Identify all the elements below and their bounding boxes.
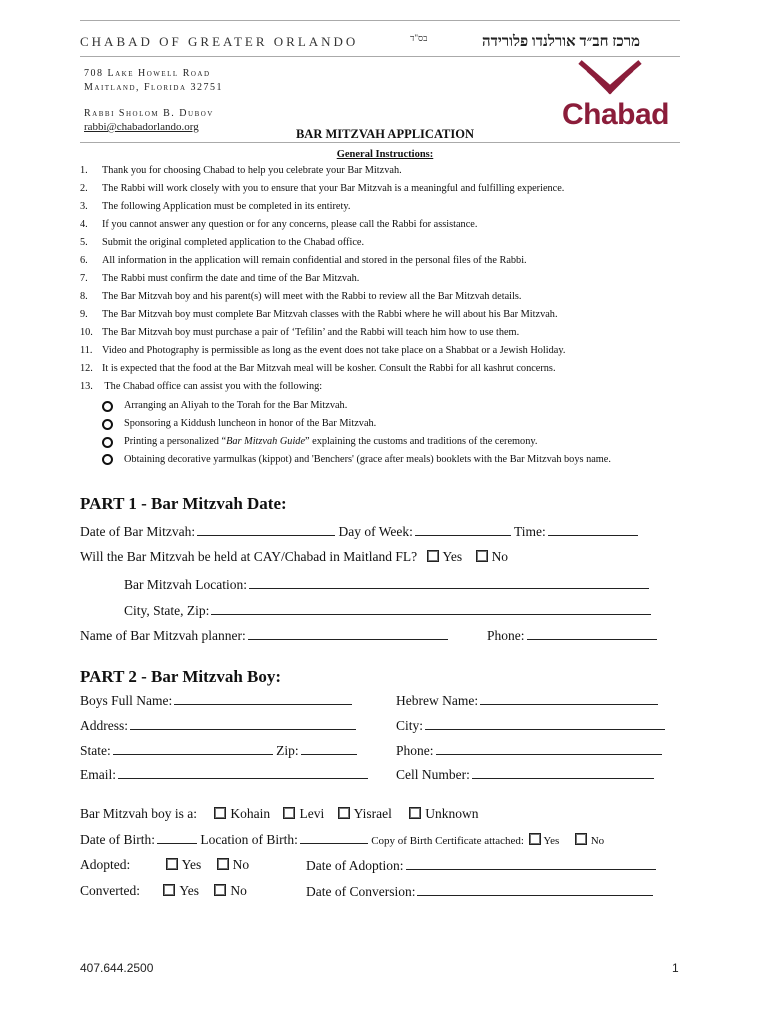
adoption-date-row: Date of Adoption: <box>306 857 656 874</box>
held-at-row: Will the Bar Mitzvah be held at CAY/Chabad in Maitland FL? Yes No <box>80 549 509 564</box>
planner-phone-field[interactable] <box>527 627 657 640</box>
list-item: Printing a personalized “Bar Mitzvah Guide” explaining the customs and traditions of the ceremony. <box>102 433 682 451</box>
full-name-row: Boys Full Name: <box>80 692 352 709</box>
chabad-logo-text: Chabad <box>562 98 670 131</box>
circle-bullet-icon <box>102 401 113 412</box>
address-line-2: Maitland, Florida 32751 <box>84 82 223 93</box>
email-row: Email: <box>80 766 368 783</box>
list-item: 7. The Rabbi must confirm the date and time of the Bar Mitzvah. <box>80 273 360 284</box>
list-item: 1. Thank you for choosing Chabad to help you celebrate your Bar Mitzvah. <box>80 165 402 176</box>
hebrew-name-field[interactable] <box>480 692 658 705</box>
list-item: 8. The Bar Mitzvah boy and his parent(s) will meet with the Rabbi to review all the Bar Mitzvah details. <box>80 291 522 302</box>
circle-bullet-icon <box>102 419 113 430</box>
list-item: 11. Video and Photography is permissible as long as the event does not take place on a Shabbat or a Jewish Holiday. <box>80 345 566 356</box>
hebrew-org-name: מרכז חב״ד אורלנדו פלורידה <box>482 34 640 50</box>
bsd-mark: בס"ד <box>410 33 428 43</box>
title-rule <box>80 142 680 143</box>
phone-field[interactable] <box>436 742 662 755</box>
instructions-list <box>80 162 680 396</box>
chabad-logo <box>562 60 674 132</box>
unknown-checkbox[interactable] <box>409 807 421 819</box>
day-of-week-field[interactable] <box>415 523 511 536</box>
planner-field[interactable] <box>248 627 448 640</box>
list-item: 4. If you cannot answer any question or for any concerns, please call the Rabbi for assistance. <box>80 219 478 230</box>
city-row: City: <box>396 717 665 734</box>
date-field[interactable] <box>197 523 335 536</box>
state-field[interactable] <box>113 742 273 755</box>
lineage-row: Bar Mitzvah boy is a: Kohain Levi Yisrael Unknown <box>80 806 479 821</box>
zip-field[interactable] <box>301 742 357 755</box>
list-item: 13. The Chabad office can assist you with the following: <box>80 381 323 392</box>
part1-heading: PART 1 - Bar Mitzvah Date: <box>80 494 287 513</box>
address-row: Address: <box>80 717 356 734</box>
assistance-list <box>102 397 682 466</box>
list-item: 12. It is expected that the food at the Bar Mitzvah meal will be kosher. Consult the Rabbi for all kashrut concerns. <box>80 363 556 374</box>
yisrael-checkbox[interactable] <box>338 807 350 819</box>
list-item: Obtaining decorative yarmulkas (kippot) and 'Benchers' (grace after meals) booklets with the Bar Mitzvah boys name. <box>102 451 682 466</box>
list-item: Sponsoring a Kiddush luncheon in honor of the Bar Mitzvah. <box>102 415 682 433</box>
birth-row: Date of Birth: Location of Birth: Copy of Birth Certificate attached: Yes No <box>80 832 605 847</box>
list-item: Arranging an Aliyah to the Torah for the Bar Mitzvah. <box>102 397 682 415</box>
part2-heading: PART 2 - Bar Mitzvah Boy: <box>80 667 282 686</box>
general-instructions-heading: General Instructions: <box>336 149 434 160</box>
cert-no-checkbox[interactable] <box>575 833 587 845</box>
dob-field[interactable] <box>157 831 197 844</box>
state-zip-row: State: Zip: <box>80 742 357 759</box>
cert-yes-checkbox[interactable] <box>529 833 541 845</box>
address-line-1: 708 Lake Howell Road <box>84 68 211 79</box>
converted-no-checkbox[interactable] <box>214 884 226 896</box>
header-rule <box>80 56 680 57</box>
held-no-checkbox[interactable] <box>476 550 488 562</box>
city-state-zip-row: City, State, Zip: <box>124 602 651 619</box>
converted-yes-checkbox[interactable] <box>163 884 175 896</box>
page-number: 1 <box>672 961 679 975</box>
list-item: 5. Submit the original completed application to the Chabad office. <box>80 237 365 248</box>
list-item: 10. The Bar Mitzvah boy must purchase a pair of ‘Tefilin’ and the Rabbi will teach him how to use them. <box>80 327 520 338</box>
pob-field[interactable] <box>300 831 368 844</box>
time-field[interactable] <box>548 523 638 536</box>
page-title: BAR MITZVAH APPLICATION <box>295 127 475 141</box>
location-field[interactable] <box>249 576 649 589</box>
adopted-no-checkbox[interactable] <box>217 858 229 870</box>
conversion-date-field[interactable] <box>417 883 653 896</box>
held-yes-checkbox[interactable] <box>427 550 439 562</box>
adopted-yes-checkbox[interactable] <box>166 858 178 870</box>
kohain-checkbox[interactable] <box>214 807 226 819</box>
email-link[interactable]: rabbi@chabadorlando.org <box>84 121 199 133</box>
converted-row: Converted: Yes No <box>80 883 247 898</box>
city-field[interactable] <box>425 717 665 730</box>
cell-row: Cell Number: <box>396 766 654 783</box>
top-rule <box>80 20 680 21</box>
list-item: 2. The Rabbi will work closely with you to ensure that your Bar Mitzvah is a meaningful and fulfilling experience. <box>80 183 565 194</box>
org-name: CHABAD OF GREATER ORLANDO <box>80 34 359 49</box>
phone-row: Phone: <box>396 742 662 759</box>
planner-phone-row: Phone: <box>487 627 657 644</box>
date-row: Date of Bar Mitzvah: Day of Week: Time: <box>80 523 638 540</box>
rabbi-name: Rabbi Sholom B. Dubov <box>84 108 214 119</box>
cell-field[interactable] <box>472 766 654 779</box>
conversion-date-row: Date of Conversion: <box>306 883 653 900</box>
circle-bullet-icon <box>102 454 113 465</box>
chabad-logo-mark-icon <box>562 60 674 100</box>
footer-phone: 407.644.2500 <box>80 961 154 975</box>
full-name-field[interactable] <box>174 692 352 705</box>
address-field[interactable] <box>130 717 356 730</box>
hebrew-name-row: Hebrew Name: <box>396 692 658 709</box>
circle-bullet-icon <box>102 437 113 448</box>
email-field[interactable] <box>118 766 368 779</box>
list-item: 3. The following Application must be completed in its entirety. <box>80 201 351 212</box>
list-item: 9. The Bar Mitzvah boy must complete Bar Mitzvah classes with the Rabbi where he will about his Bar Mitzvah. <box>80 309 558 320</box>
levi-checkbox[interactable] <box>283 807 295 819</box>
list-item: 6. All information in the application will remain confidential and stored in the personal files of the Rabbi. <box>80 255 527 266</box>
planner-row: Name of Bar Mitzvah planner: <box>80 627 448 644</box>
adopted-row: Adopted: Yes No <box>80 857 250 872</box>
city-state-zip-field[interactable] <box>211 602 651 615</box>
adoption-date-field[interactable] <box>406 857 656 870</box>
location-row: Bar Mitzvah Location: <box>124 576 649 593</box>
